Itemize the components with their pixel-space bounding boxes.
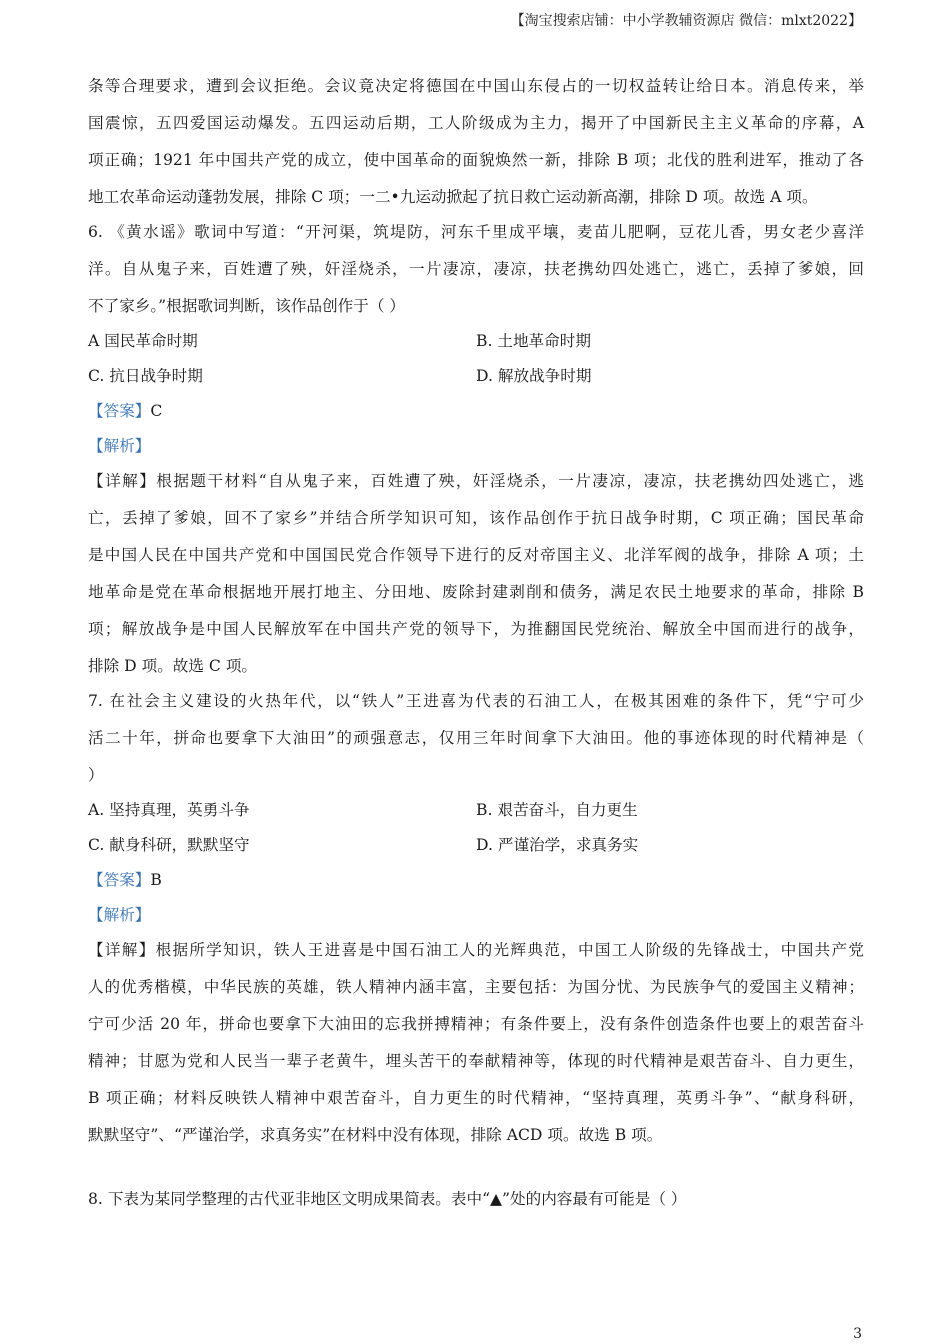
intro-line: 条等合理要求，遭到会议拒绝。会议竟决定将德国在中国山东侵占的一切权益转让给日本。消息传来，举 bbox=[88, 77, 864, 95]
q7-detail-line bbox=[88, 935, 864, 972]
q7-options-row bbox=[88, 795, 864, 830]
answer-tag: 【答案】 bbox=[88, 871, 151, 889]
analysis-tag: 【解析】 bbox=[88, 437, 151, 455]
q6-options-row bbox=[88, 326, 864, 361]
intro-line: 地工农革命运动蓬勃发展，排除 C 项；一二•九运动掀起了抗日救亡运动新高潮，排除 D 项。故选 A 项。 bbox=[88, 188, 818, 206]
q7-stem-line: 活二十年，拼命也要拿下大油田”的顽强意志，仅用三年时间拿下大油田。他的事迹体现的时代精神是（ bbox=[88, 729, 864, 747]
q6-detail-line bbox=[88, 466, 864, 503]
q7-detail-line: 精神；甘愿为党和人民当一辈子老黄牛，埋头苦干的奉献精神等，体现的时代精神是艰苦奋斗、自力更生， bbox=[88, 1052, 864, 1070]
page-content bbox=[88, 71, 864, 1219]
q6-stem-line: 洋。自从鬼子来，百姓遭了殃，奸淫烧杀，一片凄凉，凄凉，扶老携幼四处逃亡，逃亡，丢掉了爹娘，回 bbox=[88, 260, 864, 278]
q6-detail-text: 根据题干材料“自从鬼子来，百姓遭了殃，奸淫烧杀，一片凄凉，凄凉，扶老携幼四处逃亡，逃 bbox=[156, 472, 864, 490]
intro-line: 国震惊，五四爱国运动爆发。五四运动后期，工人阶级成为主力，揭开了中国新民主主义革命的序幕，A bbox=[88, 114, 864, 132]
q7-detail-line: B 项正确；材料反映铁人精神中艰苦奋斗，自力更生的时代精神，“坚持真理，英勇斗争”、“献身科研， bbox=[88, 1089, 864, 1107]
page-header: 【淘宝搜索店铺：中小学教辅资源店 微信：mlxt2022】 bbox=[510, 13, 862, 29]
q7-options-row bbox=[88, 830, 864, 865]
q6-analysis bbox=[88, 431, 864, 466]
q7-option-d: D. 严谨治学，求真务实 bbox=[476, 836, 639, 854]
q7-detail-line: 默默坚守”、“严谨治学，求真务实”在材料中没有体现，排除 ACD 项。故选 B 项。 bbox=[88, 1126, 663, 1144]
q6-answer bbox=[88, 396, 864, 431]
q6-detail-line: 地革命是党在革命根据地开展打地主、分田地、废除封建剥削和债务，满足农民土地要求的革命，排除 B bbox=[88, 583, 864, 601]
q7-option-b: B. 艰苦奋斗，自力更生 bbox=[476, 801, 638, 819]
q7-option-c: C. 献身科研，默默坚守 bbox=[88, 836, 250, 854]
q8-stem-line: 8. 下表为某同学整理的古代亚非地区文明成果简表。表中“▲”处的内容最有可能是（ ） bbox=[88, 1190, 687, 1208]
page-number: 3 bbox=[853, 1326, 862, 1342]
q6-detail-line: 亡，丢掉了爹娘，回不了家乡”并结合所学知识可知，该作品创作于抗日战争时期，C 项正确；国民革命 bbox=[88, 509, 864, 527]
detail-tag: 【详解】 bbox=[88, 472, 157, 490]
q6-detail-line: 排除 D 项。故选 C 项。 bbox=[88, 657, 258, 675]
q6-stem-line: 6. 《黄水谣》歌词中写道：“开河渠，筑堤防，河东千里成平壤，麦苗儿肥啊，豆花儿香，男女老少喜洋 bbox=[88, 223, 864, 241]
q6-option-c: C. 抗日战争时期 bbox=[88, 367, 203, 385]
q7-detail-text: 根据所学知识，铁人王进喜是中国石油工人的光辉典范，中国工人阶级的先锋战士，中国共产党 bbox=[155, 941, 864, 959]
analysis-tag: 【解析】 bbox=[88, 906, 151, 924]
intro-line: 项正确；1921 年中国共产党的成立，使中国革命的面貌焕然一新，排除 B 项；北伐的胜利进军，推动了各 bbox=[88, 151, 864, 169]
q7-option-a: A. 坚持真理，英勇斗争 bbox=[88, 801, 250, 819]
spacer bbox=[88, 1155, 864, 1184]
detail-tag: 【详解】 bbox=[88, 941, 156, 959]
q7-stem-line: 7. 在社会主义建设的火热年代，以“铁人”王进喜为代表的石油工人，在极其困难的条件下，凭“宁可少 bbox=[88, 692, 864, 710]
q6-answer-value: C bbox=[150, 402, 163, 420]
answer-tag: 【答案】 bbox=[88, 402, 151, 420]
q6-stem-line: 不了家乡。”根据歌词判断，该作品创作于（ ） bbox=[88, 297, 406, 315]
q6-option-a: A 国民革命时期 bbox=[88, 332, 198, 350]
q7-stem-line: ） bbox=[88, 766, 104, 784]
q7-answer-value: B bbox=[150, 871, 162, 889]
q7-answer bbox=[88, 865, 864, 900]
q6-option-d: D. 解放战争时期 bbox=[476, 367, 592, 385]
q6-detail-line: 项；解放战争是中国人民解放军在中国共产党的领导下，为推翻国民党统治、解放全中国而进行的战争， bbox=[88, 620, 864, 638]
q6-options-row bbox=[88, 361, 864, 396]
q6-detail-line: 是中国人民在中国共产党和中国国民党合作领导下进行的反对帝国主义、北洋军阀的战争，排除 A 项；土 bbox=[88, 546, 864, 564]
q7-analysis bbox=[88, 900, 864, 935]
q7-detail-line: 人的优秀楷模，中华民族的英雄，铁人精神内涵丰富，主要包括：为国分忧、为民族争气的爱国主义精神； bbox=[88, 978, 864, 996]
q6-option-b: B. 土地革命时期 bbox=[476, 332, 591, 350]
q7-detail-line: 宁可少活 20 年，拼命也要拿下大油田的忘我拼搏精神；有条件要上，没有条件创造条件也要上的艰苦奋斗 bbox=[88, 1015, 864, 1033]
